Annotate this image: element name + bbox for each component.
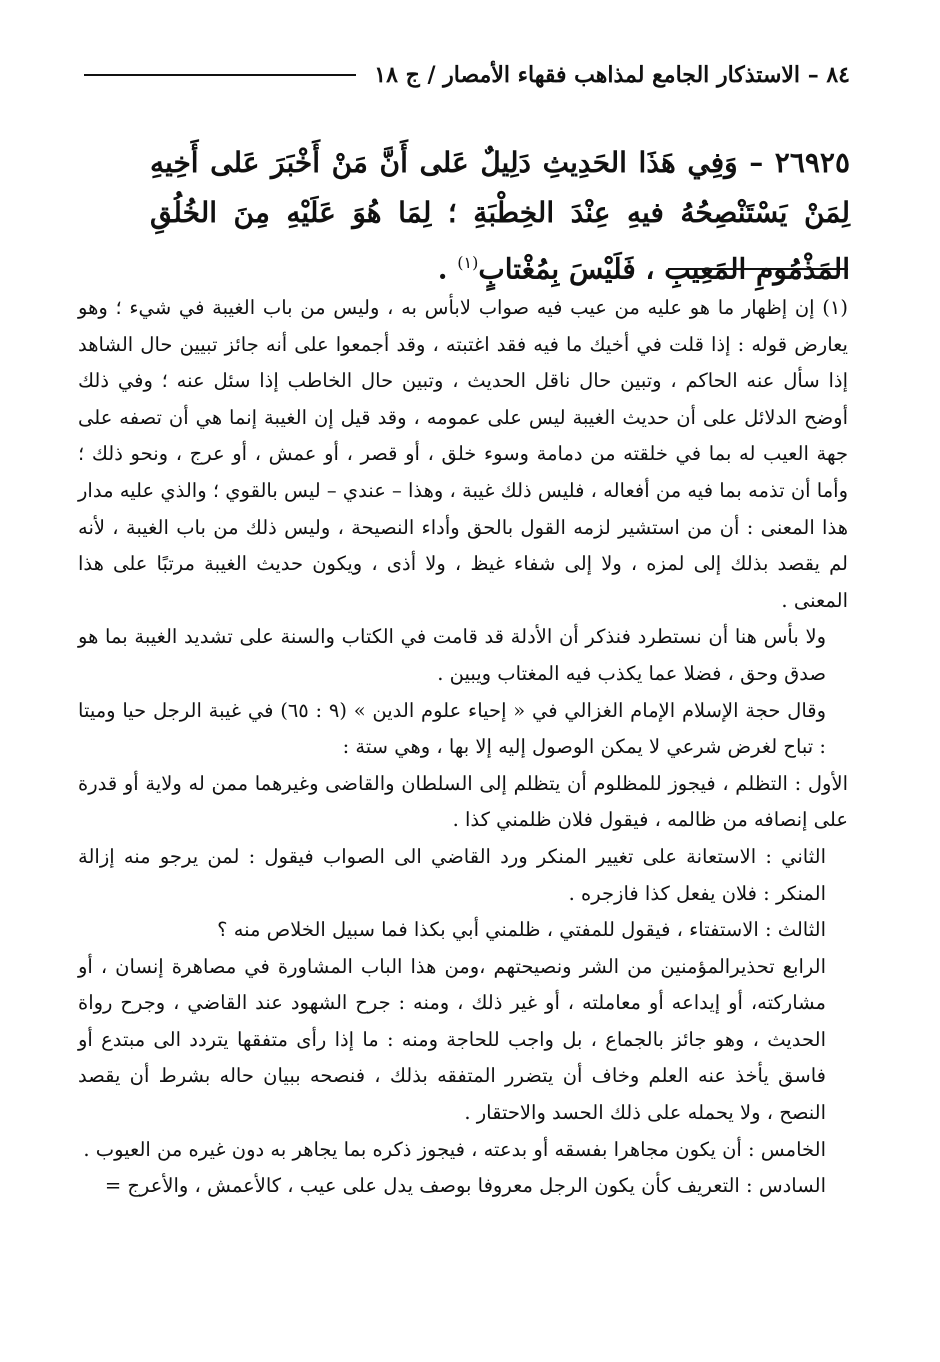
footnote-paragraph: الرابع تحذيرالمؤمنين من الشر ونصيحتهم ،ومن هذا الباب المشاورة في مصاهرة إنسان ، أو مشاركته، أو إيداعه أو معاملته ، أو غير ذلك ، ومنه : جرح الشهود عند القاضي ، وجرح رواة الحديث ، وهو جائز بالجماع ، بل واجب للحاجة ومنه : ما إذا رأى متفقها يتردد الى مبتدع أو فاسق يأخذ عنه العلم وخاف أن يتضرر المتفقه بذلك ، فنصحه ببيان حاله بشرط أن يقصد النصح ، ولا يحمله على ذلك الحسد والاحتقار . <box>78 954 826 1125</box>
footnote-1: (١) إن إظهار ما هو عليه من عيب فيه صواب لابأس به ، وليس من باب الغيبة في شيء ؛ وهو يعارض قوله : إذا قلت في أخيك ما فيه فقد اغتبته ، وقد أجمعوا على أنه جائز تبيين حال الشاهد إذا سأل عنه الحاكم ، وتبين حال ناقل الحديث ، وتبين حال الخاطب إذا سئل عنه ؛ وفي ذلك أوضح الدلائل على أن حديث الغيبة ليس على عمومه ، وقد قيل إن الغيبة إنما هي أن تصفه على جهة العيب له بما في خلقته من دمامة وسوء خلق ، أو قصر ، أو عمش ، أو عرج ، ونحو ذلك ؛ وأما أن تذمه بما فيه من أفعاله ، فليس ذلك غيبة ، وهذا – عندي – ليس بالقوي ؛ والذي عليه مدار هذا المعنى : أن من استشير لزمه القول بالحق وأداء النصيحة ، وليس ذلك من باب الغيبة ، لأنه لم يقصد بذلك إلى لمزه ، ولا إلى شفاء غيظ ، ولا أذى ، ويكون حديث الغيبة مرتبًا على هذا المعنى . <box>78 296 848 612</box>
main-paragraph-end: . <box>437 252 458 286</box>
footnote-paragraph: السادس : التعريف كأن يكون الرجل معروفا بوصف يدل على عيب ، كالأعمش ، والأعرج = <box>104 1174 826 1198</box>
footnote-paragraph: وقال حجة الإسلام الإمام الغزالي في « إحياء علوم الدين » (٩ : ٦٥) في غيبة الرجل حيا وميتا : تباح لغرض شرعي لا يمكن الوصول إليه إلا بها ، وهي ستة : <box>78 698 826 759</box>
footnote-paragraph: الخامس : أن يكون مجاهرا بفسقه أو بدعته ، فيجوز ذكره بما يجاهر به دون غيره من العيوب . <box>83 1137 826 1161</box>
footnote-paragraph: الثالث : الاستفتاء ، فيقول للمفتي ، ظلمني أبي بكذا فما سبيل الخلاص منه ؟ <box>217 918 826 942</box>
footnote-paragraph: ولا بأس هنا أن نستطرد فنذكر أن الأدلة قد قامت في الكتاب والسنة على تشديد الغيبة بما هو صدق وحق ، فضلا عما يكذب فيه المغتاب ويبين . <box>78 625 827 685</box>
footnotes <box>78 290 848 1205</box>
footnote-paragraph: الأول : التظلم ، فيجوز للمظلوم أن يتظلم إلى السلطان والقاضى وغيرهما ممن له ولاية أو قدرة على إنصافه من ظالمه ، فيقول فلان ظلمني كذا . <box>78 771 848 832</box>
header-title: ٨٤ – الاستذكار الجامع لمذاهب فقهاء الأمصار / ج ١٨ <box>374 62 850 88</box>
running-header <box>84 58 850 92</box>
footnote-separator <box>668 268 848 270</box>
footnote-paragraph: الثاني : الاستعانة على تغيير المنكر ورد القاضي الى الصواب فيقول : لمن يرجو منه إزالة المنكر : فلان يفعل كذا فازجره . <box>78 844 826 905</box>
main-paragraph: ٢٦٩٢٥ – وَفِي هَذَا الحَدِيثِ دَلِيلٌ عَلى أَنَّ مَنْ أَخْبَرَ عَلى أَخِيهِ لِمَنْ يَسْتَنْصِحُهُ فيهِ عِنْدَ الخِطْبَةِ ؛ لِمَا هُوَ عَلَيْهِ مِنَ الخُلُقِ المَذْمُومِ المَعِيبِ ، فَلَيْسَ بِمُغْتابٍ <box>150 146 850 286</box>
footnote-reference: (١) <box>457 253 479 272</box>
main-text <box>150 138 850 294</box>
header-rule <box>84 74 356 76</box>
